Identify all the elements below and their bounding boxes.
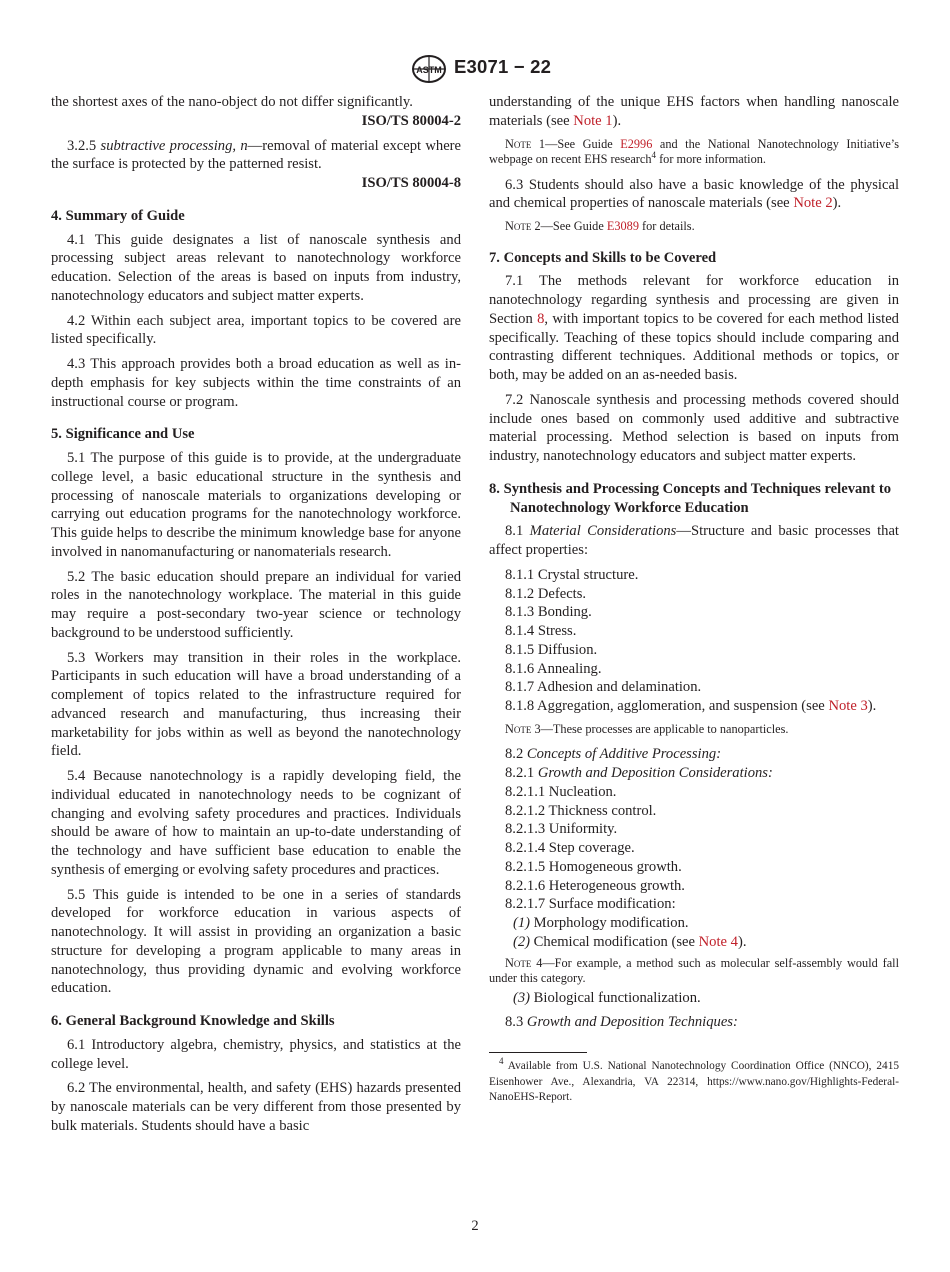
paragraph-7-2: 7.2 Nanoscale synthesis and processing methods covered should include ones based on commonly used additive and subtractive material processing. Method selection is based on inputs from industry, nanotechnology educators and subject matter experts.	[489, 391, 899, 464]
paragraph-6-2: 6.2 The environmental, health, and safety (EHS) hazards presented by nanoscale materials can be very different from those presented by bulk materials. Students should have a basic	[51, 1080, 461, 1134]
paragraph-8-1: 8.1 Material Considerations—Structure and basic processes that affect properties:	[489, 523, 899, 558]
note-4-link[interactable]: Note 4	[698, 933, 738, 950]
note-1-link[interactable]: Note 1	[573, 112, 613, 129]
paragraph-5-2: 5.2 The basic education should prepare an individual for varied roles in the nanotechnology workplace. The material in this guide may require a post-secondary two-year science or technology background to be understood sufficiently.	[51, 568, 461, 641]
reference-iso-80004-8: ISO/TS 80004-8	[361, 175, 461, 191]
paragraph-5-5: 5.5 This guide is intended to be one in a series of standards developed for workforce education in various aspects of nanotechnology. It will assist in providing an organization a basic structure for developing a program applicable to many areas in nanotechnology, thus providing dynamic and evolving workforce education.	[51, 886, 461, 997]
page-number: 2	[471, 1218, 479, 1234]
sub-item-3: (3) Biological functionalization.	[513, 989, 701, 1006]
paragraph-8-2-1: 8.2.1 Growth and Deposition Considerations:	[505, 765, 773, 781]
sub-item-1: (1) Morphology modification.	[513, 915, 689, 931]
section-6-heading: 6. General Background Knowledge and Skills	[51, 1013, 335, 1029]
footnote-divider	[489, 1052, 587, 1053]
paragraph-8-3: 8.3 Growth and Deposition Techniques:	[505, 1014, 738, 1031]
list-item-8-1-5: 8.1.5 Diffusion.	[505, 641, 598, 658]
e3089-link[interactable]: E3089	[606, 219, 639, 233]
list-item-8-2-1-6: 8.2.1.6 Heterogeneous growth.	[505, 877, 685, 894]
paragraph-6-3: 6.3 Students should also have a basic knowledge of the physical and chemical properties of nanoscale materials (see Note 2).	[489, 176, 899, 212]
paragraph-6-1: 6.1 Introductory algebra, chemistry, physics, and statistics at the college level.	[51, 1036, 461, 1072]
paragraph-continuation: the shortest axes of the nano-object do not differ significantly.	[51, 94, 413, 110]
reference-iso-80004-2: ISO/TS 80004-2	[361, 112, 461, 129]
footnote-4: $^4$ Available from U.S. National Nanotechnology Coordination Office (NNCO), 2415 Eisenhower Ave., Alexandria, VA 22314, https://www.nano.gov/Highlights-Federal-NanoEHS-Report.	[489, 1056, 899, 1103]
sub-item-2: (2) Chemical modification (see Note 4).	[513, 933, 747, 950]
section-7-heading: 7. Concepts and Skills to be Covered	[489, 249, 717, 266]
paragraph-5-4: 5.4 Because nanotechnology is a rapidly developing field, the individual educated in nanotechnology needs to be cognizant of changing and evolving safety procedures and practices. Individuals should be aware of how to maintain an up-to-date understanding of the technology and have sufficient base education to enable the synthesis of emerging or evolving safety procedures and practices.	[51, 768, 461, 878]
astm-logo-icon	[409, 54, 449, 84]
right-column	[489, 93, 899, 1106]
list-item-8-2-1-1: 8.2.1.1 Nucleation.	[505, 783, 617, 800]
list-item-8-1-7: 8.1.7 Adhesion and delamination.	[505, 679, 702, 696]
paragraph-5-3: 5.3 Workers may transition in their roles in the workplace. Participants in such education will have a broad understanding of a complement of topics related to the infrastructure required for advanced research and manufacturing, thus increasing their marketability for jobs within as well as beyond the nanotechnology field.	[51, 649, 461, 760]
paragraph-4-2: 4.2 Within each subject area, important topics to be covered are listed specifically.	[51, 312, 461, 348]
list-item-8-2-1-7: 8.2.1.7 Surface modification:	[505, 896, 676, 913]
svg-text:ASTM: ASTM	[416, 65, 442, 75]
paragraph-3-2-5: 3.2.5 subtractive processing, n—removal of material except where the surface is protected by the patterned resist.	[51, 137, 462, 173]
list-item-8-1-2: 8.1.2 Defects.	[505, 585, 587, 602]
section-8-link[interactable]: 8	[537, 310, 545, 327]
e2996-link[interactable]: E2996	[620, 136, 653, 151]
list-item-8-2-1-3: 8.2.1.3 Uniformity.	[505, 821, 618, 838]
paragraph-4-3: 4.3 This approach provides both a broad education as well as in-depth emphasis for key subjects within the time constraints of an instructional course or program.	[51, 356, 461, 410]
list-item-8-1-8: 8.1.8 Aggregation, agglomeration, and suspension (see Note 3).	[505, 698, 877, 714]
note-3-link[interactable]: Note 3	[828, 698, 868, 714]
note-1: Note 1—See Guide E2996 and the National Nanotechnology Initiative’s webpage on recent EHS research$^4$ for more information.	[489, 136, 899, 166]
note-2: Note 2—See Guide E3089 for details.	[505, 219, 695, 233]
document-id: E3071 − 22	[454, 56, 552, 77]
list-item-8-2-1-5: 8.2.1.5 Homogeneous growth.	[505, 858, 682, 875]
paragraph-8-2: 8.2 Concepts of Additive Processing:	[505, 746, 722, 763]
paragraph-6-2-continuation: understanding of the unique EHS factors when handling nanoscale materials (see Note 1).	[489, 94, 899, 129]
section-4-heading: 4. Summary of Guide	[51, 207, 185, 224]
list-item-8-1-4: 8.1.4 Stress.	[505, 623, 577, 639]
section-5-heading: 5. Significance and Use	[51, 426, 195, 443]
paragraph-4-1: 4.1 This guide designates a list of nanoscale synthesis and processing subject areas relevant to nanotechnology workforce education. Selection of the areas is based on inputs from industry, nanotechnology educators and subject matter experts.	[51, 231, 461, 304]
note-4: Note 4—For example, a method such as molecular self-assembly would fall under this category.	[489, 955, 899, 985]
note-2-link[interactable]: Note 2	[793, 195, 833, 212]
list-item-8-1-1: 8.1.1 Crystal structure.	[505, 566, 639, 583]
note-3: Note 3—These processes are applicable to nanoparticles.	[505, 721, 789, 736]
list-item-8-1-3: 8.1.3 Bonding.	[505, 604, 592, 621]
paragraph-5-1: 5.1 The purpose of this guide is to provide, at the undergraduate college level, a basic educational structure in the synthesis and processing of nanoscale materials to organizations developing or carrying out education programs for the nanotechnology workforce. This guide helps to describe the minimum knowledge base for anyone involved in nanomanufacturing or nanomaterials research.	[51, 450, 461, 560]
list-item-8-1-6: 8.1.6 Annealing.	[505, 660, 602, 677]
left-column	[51, 93, 461, 1142]
section-8-heading: 8. Synthesis and Processing Concepts and Techniques relevant to Nanotechnology Workforce Education	[489, 480, 892, 516]
list-item-8-2-1-4: 8.2.1.4 Step coverage.	[505, 840, 635, 856]
paragraph-7-1: 7.1 The methods relevant for workforce education in nanotechnology regarding synthesis and processing are given in Section 8, with important topics to be covered for each method listed specifically. Teaching of these topics should include comparing and contrasting different techniques. Additional methods or topics, or both, may be added on an as-needed basis.	[489, 273, 899, 383]
page-header	[0, 54, 950, 84]
list-item-8-2-1-2: 8.2.1.2 Thickness control.	[505, 802, 657, 819]
